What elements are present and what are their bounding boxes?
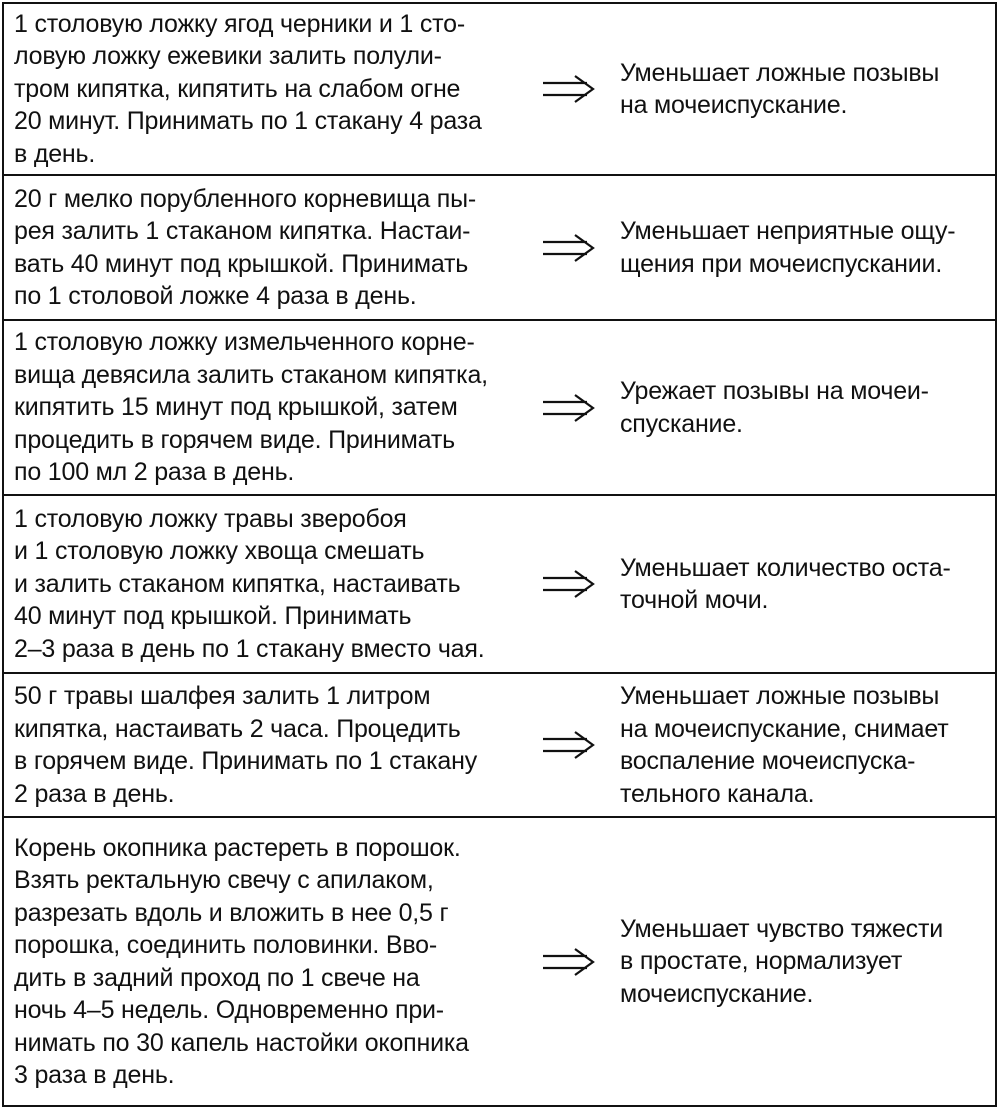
recipe-cell <box>4 503 534 666</box>
effect-cell <box>604 375 995 440</box>
effect-line: Уменьшает ложные позывы <box>620 58 940 87</box>
table-row <box>4 674 995 818</box>
recipe-cell <box>4 183 534 313</box>
recipe-line: 1 столовую ложку ягод черники и 1 сто- <box>14 9 465 38</box>
effect-cell <box>604 215 995 280</box>
recipe-cell <box>4 680 534 810</box>
table-row <box>4 176 995 321</box>
effect-line: воспаление мочеиспуска- <box>620 747 916 775</box>
recipe-line: дить в задний проход по 1 свече на <box>14 963 420 992</box>
table-row <box>4 818 995 1105</box>
recipe-line: ловую ложку ежевики залить полули- <box>14 42 442 71</box>
recipe-cell <box>4 832 534 1092</box>
effect-cell <box>604 552 995 617</box>
recipe-line: тром кипятка, кипятить на слабом огне <box>14 74 461 103</box>
effect-line: мочеиспускание. <box>620 979 814 1008</box>
recipe-line: по 100 мл 2 раза в день. <box>14 458 295 487</box>
recipe-line: разрезать вдоль и вложить в нее 0,5 г <box>14 898 449 927</box>
recipe-line: 20 минут. Принимать по 1 стакану 4 раза <box>14 107 482 136</box>
effect-line: Уменьшает количество оста- <box>620 553 951 582</box>
recipe-line: нимать по 30 капель настойки окопника <box>14 1028 469 1057</box>
recipe-line: Взять ректальную свечу с апилаком, <box>14 866 434 894</box>
implies-arrow-icon <box>534 393 604 423</box>
implies-arrow-icon <box>534 730 604 760</box>
effect-line: Уменьшает чувство тяжести <box>620 914 943 943</box>
effect-line: Урежает позывы на мочеи- <box>620 377 929 405</box>
effect-line: Уменьшает неприятные ощу- <box>620 217 956 245</box>
recipe-line: по 1 столовой ложке 4 раза в день. <box>14 282 417 310</box>
recipe-line: кипятка, настаивать 2 часа. Процедить <box>14 714 461 743</box>
effect-line: тельного канала. <box>620 779 815 808</box>
recipe-line: вать 40 минут под крышкой. Принимать <box>14 249 469 278</box>
implies-arrow-icon <box>534 233 604 263</box>
recipe-line: вища девясила залить стаканом кипятка, <box>14 360 488 389</box>
effect-line: на мочеиспускание. <box>620 91 848 119</box>
table-row <box>4 4 995 176</box>
recipe-line: 50 г травы шалфея залить 1 литром <box>14 682 431 710</box>
recipe-line: процедить в горячем виде. Принимать <box>14 425 455 454</box>
recipe-line: и залить стаканом кипятка, настаивать <box>14 569 461 598</box>
recipe-line: 1 столовую ложку измельченного корне- <box>14 328 475 357</box>
recipe-cell <box>4 326 534 489</box>
recipe-line: 40 минут под крышкой. Принимать <box>14 602 412 631</box>
effect-line: Уменьшает ложные позывы <box>620 682 940 710</box>
effect-cell <box>604 680 995 810</box>
recipe-line: 2–3 раза в день по 1 стакану вместо чая. <box>14 634 485 663</box>
recipe-line: 1 столовую ложку травы зверобоя <box>14 504 407 533</box>
table-row <box>4 496 995 674</box>
recipe-line: 2 раза в день. <box>14 779 175 808</box>
recipe-line: ночь 4–5 недель. Одновременно при- <box>14 996 444 1024</box>
recipe-line: в день. <box>14 139 96 168</box>
effect-cell <box>604 57 995 122</box>
recipe-line: 20 г мелко порубленного корневища пы- <box>14 184 477 213</box>
implies-arrow-icon <box>534 947 604 977</box>
recipe-line: в горячем виде. Принимать по 1 стакану <box>14 747 478 775</box>
recipe-line: кипятить 15 минут под крышкой, затем <box>14 393 458 422</box>
recipe-line: порошка, соединить половинки. Вво- <box>14 931 437 959</box>
recipe-table <box>2 2 997 1107</box>
recipe-cell <box>4 8 534 171</box>
effect-cell <box>604 913 995 1011</box>
effect-line: на мочеиспускание, снимает <box>620 714 949 743</box>
recipe-line: и 1 столовую ложку хвоща смешать <box>14 537 425 566</box>
effect-line: спускание. <box>620 409 743 438</box>
effect-line: точной мочи. <box>620 586 769 614</box>
effect-line: в простате, нормализует <box>620 947 903 976</box>
implies-arrow-icon <box>534 569 604 599</box>
recipe-line: 3 раза в день. <box>14 1061 175 1089</box>
implies-arrow-icon <box>534 74 604 104</box>
recipe-line: рея залить 1 стаканом кипятка. Настаи- <box>14 217 471 245</box>
table-row <box>4 321 995 496</box>
effect-line: щения при мочеиспускании. <box>620 249 943 278</box>
recipe-line: Корень окопника растереть в порошок. <box>14 833 461 862</box>
